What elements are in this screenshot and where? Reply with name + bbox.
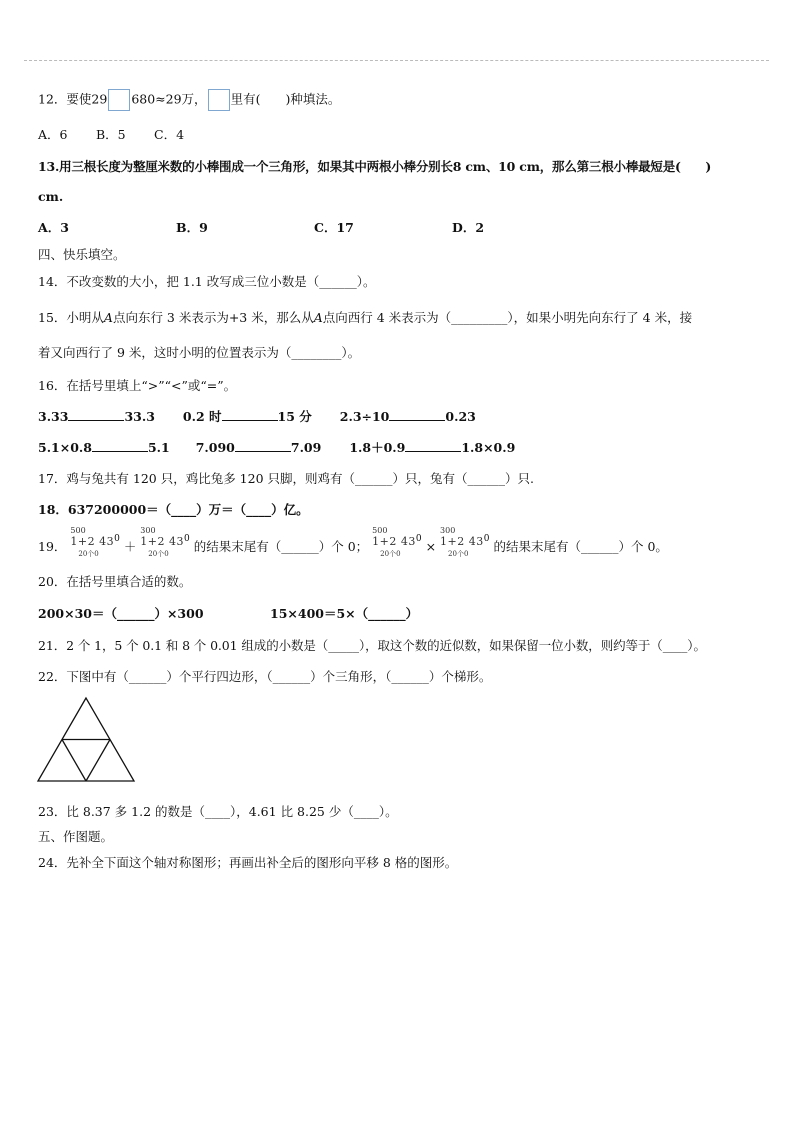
q16-row-1 [38, 407, 476, 425]
q13-option-b[interactable]: B．9 [176, 220, 208, 235]
q19-term-4 [440, 526, 484, 558]
q15-point-a: A [103, 310, 113, 325]
q16-title: 16．在括号里填上“>”“<”或“=”。 [38, 378, 237, 393]
q21-line: 21．2 个 1，5 个 0.1 和 8 个 0.01 组成的小数是（_____），取这个数的近似数，如果保留一位小数，则约等于（____）。 [38, 638, 706, 653]
q16-r1-f: 0.23 [445, 409, 476, 424]
inner-right-line [86, 740, 110, 782]
q16-r2-c: 7.090 [195, 440, 235, 455]
q12-digit-box-2[interactable] [208, 89, 230, 111]
q16-r2-d: 7.09 [290, 440, 322, 455]
q16-r1-b: 33.3 [124, 409, 155, 424]
q19-term-2-brace: 20个0 [148, 550, 169, 558]
q19-term-1 [70, 526, 115, 558]
q23-line: 23．比 8.37 多 1.2 的数是（____），4.61 比 8.25 少（____）。 [38, 804, 398, 819]
q14-line: 14．不改变数的大小，把 1.1 改写成三位小数是（______）。 [38, 274, 376, 289]
q17-line: 17．鸡与兔共有 120 只，鸡比兔多 120 只脚，则鸡有（______）只，兔有（______）只. [38, 471, 534, 486]
q20-row [38, 604, 418, 622]
q18-line: 18．637200000＝（____）万＝（____）亿。 [38, 502, 309, 517]
q16-r2-blank-1[interactable] [92, 439, 148, 452]
q19-term-2 [140, 526, 185, 558]
q19-term-4-zero: 0 [483, 534, 490, 544]
q16-r1-blank-2[interactable] [222, 408, 278, 421]
q12-digit-box-1[interactable] [108, 89, 130, 111]
section-5-heading: 五、作图题。 [38, 829, 114, 844]
q12-text-a: 要使29 [66, 91, 108, 107]
section-4-heading: 四、快乐填空。 [38, 247, 126, 262]
q16-r1-d: 15 分 [277, 409, 312, 424]
q19-term-4-sup: 300 [440, 526, 456, 535]
q19-term-3-brace: 20个0 [380, 550, 401, 558]
q13-option-c[interactable]: C．17 [314, 220, 354, 235]
q15-text-b: 点向东行 3 米表示为+3 米，那么从 [112, 310, 314, 325]
q12-option-a[interactable]: A．6 [38, 127, 68, 142]
q19-text-1: 的结果末尾有（______）个 0； [193, 539, 369, 554]
q16-r1-a: 3.33 [38, 409, 69, 424]
inner-left-line [62, 740, 86, 782]
q16-r2-f: 1.8×0.9 [461, 440, 516, 455]
q16-r1-e: 2.3÷10 [339, 409, 390, 424]
q19-term-1-zero: 0 [114, 534, 120, 544]
q16-r1-c: 0.2 时 [182, 409, 222, 424]
q16-r1-blank-3[interactable] [389, 408, 445, 421]
q16-r2-blank-3[interactable] [405, 439, 461, 452]
q19-term-1-brace: 20个0 [78, 550, 99, 558]
q16-r2-a: 5.1×0.8 [38, 440, 92, 455]
q19-term-1-sup: 500 [70, 526, 86, 535]
q19-term-4-digits: 1+2 43 [440, 535, 484, 548]
q16-row-2 [38, 438, 515, 456]
q19-term-3-zero: 0 [415, 534, 422, 544]
q12-number: 12． [38, 91, 67, 107]
q16-r2-b: 5.1 [147, 440, 170, 455]
q15-text-c: 点向西行 4 米表示为（_________），如果小明先向东行了 4 米，接 [322, 310, 693, 325]
q13-option-d[interactable]: D．2 [452, 220, 485, 235]
q13-options [38, 218, 484, 236]
q19-term-3 [372, 526, 416, 558]
q12-option-c[interactable]: C．4 [154, 127, 185, 142]
q19-term-4-brace: 20个0 [448, 550, 469, 558]
q19-term-2-sup: 300 [140, 526, 156, 535]
q20-title: 20．在括号里填合适的数。 [38, 574, 192, 589]
q12-text-c: 里有( )种填法。 [230, 91, 341, 107]
q16-r2-e: 1.8＋0.9 [349, 440, 406, 455]
q20-expr-a: 200×30＝（______）×300 [38, 606, 204, 621]
q20-expr-b: 15×400＝5×（______） [270, 606, 419, 621]
q19-line: 19． 500 1+2 43 20个0 $^0$ ＋ 300 1+2 43 20个0 $^0$ 的结果末尾有（______）个 0； 500 1+2 43 20个0 $^0$ × 300 1+2 43 20个0 $^0$ 的结果末尾有（______）个 0。 [38, 526, 668, 558]
q12-options [38, 125, 184, 143]
q16-r1-blank-1[interactable] [68, 408, 124, 421]
triangle-figure [36, 696, 136, 784]
q19-term-2-zero: 0 [184, 534, 190, 544]
q12-option-b[interactable]: B．5 [96, 127, 126, 142]
q19-term-2-digits: 1+2 43 [140, 535, 185, 548]
page-divider [24, 60, 769, 61]
q19-term-3-digits: 1+2 43 [372, 535, 416, 548]
q12-line [38, 89, 340, 111]
q19-term-1-digits: 1+2 43 [70, 535, 115, 548]
q19-term-3-sup: 500 [372, 526, 388, 535]
q13-line-2: cm. [38, 189, 64, 204]
q19-number: 19． [38, 539, 67, 554]
q24-line: 24．先补全下面这个轴对称图形；再画出补全后的图形向平移 8 格的图形。 [38, 855, 458, 870]
q19-text-2: 的结果末尾有（______）个 0。 [493, 539, 668, 554]
q22-line: 22．下图中有（______）个平行四边形，（______）个三角形，（______）个梯形。 [38, 669, 492, 684]
q15-line-2: 着又向西行了 9 米，这时小明的位置表示为（________）。 [38, 345, 361, 360]
q12-text-b: 680≈29万， [131, 91, 207, 107]
q16-r2-blank-2[interactable] [235, 439, 291, 452]
q13-option-a[interactable]: A．3 [38, 220, 69, 235]
q13-line-1: 13.用三根长度为整厘米数的小棒围成一个三角形，如果其中两根小棒分别长8 cm、10 cm，那么第三根小棒最短是( ) [38, 159, 712, 174]
q15-point-a-2: A [313, 310, 323, 325]
q15-text-a: 15．小明从 [38, 310, 104, 325]
q15-line-1 [38, 308, 692, 326]
